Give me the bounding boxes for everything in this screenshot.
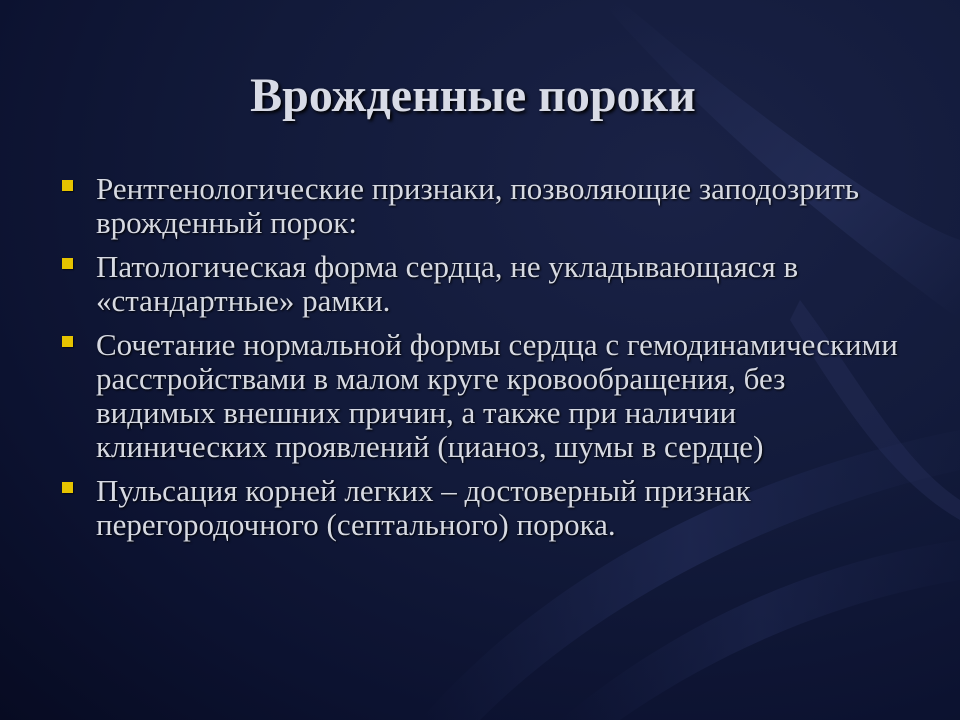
square-bullet-icon — [62, 180, 73, 191]
bullet-text: Патологическая форма сердца, не укладывающаяся в «стандартные» рамки. — [96, 249, 799, 318]
bullet-item — [62, 172, 902, 240]
bullet-text: Рентгенологические признаки, позволяющие заподозрить врожденный порок: — [96, 171, 860, 240]
bullet-item — [62, 328, 902, 464]
bullet-text: Сочетание нормальной формы сердца с гемодинамическими расстройствами в малом круге кровообращения, без видимых внешних причин, а также при наличии клинических проявлений (цианоз, шумы в сердце) — [96, 327, 898, 464]
square-bullet-icon — [62, 336, 73, 347]
bullet-item — [62, 250, 902, 318]
square-bullet-icon — [62, 482, 73, 493]
bullet-item — [62, 474, 902, 542]
bullet-text: Пульсация корней легких – достоверный признак перегородочного (септального) порока. — [96, 473, 751, 542]
square-bullet-icon — [62, 258, 73, 269]
bullet-list — [62, 172, 902, 552]
slide-title: Врожденные пороки — [250, 69, 696, 122]
